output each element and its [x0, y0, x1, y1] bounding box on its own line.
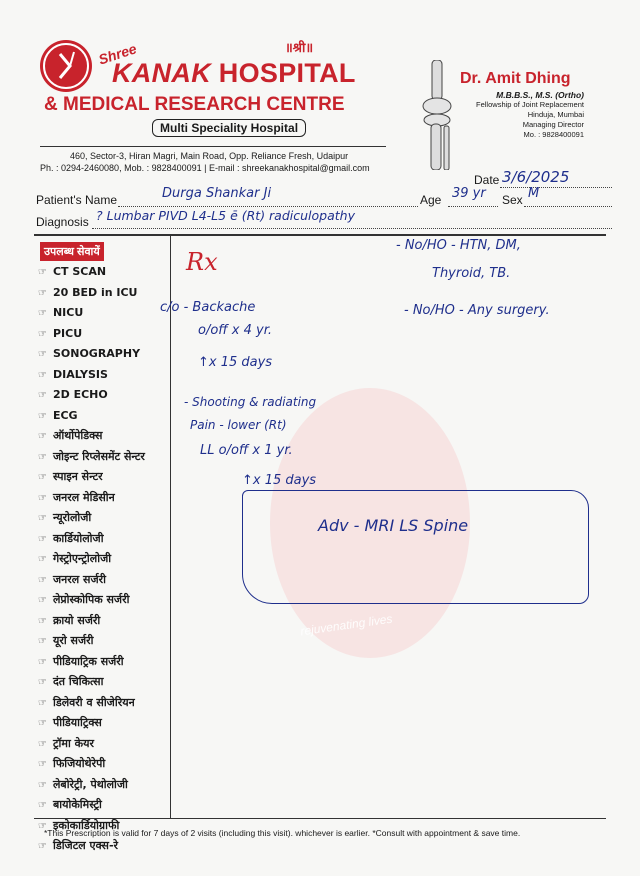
doctor-degree: M.B.B.S., M.S. (Ortho) — [496, 90, 584, 100]
hospital-name — [112, 58, 356, 89]
hospital-name-rest: HOSPITAL — [211, 58, 356, 88]
diagnosis-value: ? Lumbar PIVD L4-L5 ē (Rt) radiculopathy — [96, 208, 355, 223]
pointing-hand-icon: ☞ — [38, 615, 47, 627]
service-label: ऑर्थोपेडिक्स — [52, 429, 103, 442]
service-label: CT SCAN — [52, 265, 107, 278]
pointing-hand-icon: ☞ — [38, 533, 47, 545]
service-item — [38, 447, 178, 468]
service-label: पीडियाट्रिक सर्जरी — [52, 654, 124, 668]
service-item — [38, 734, 178, 755]
service-label: जनरल मेडिसीन — [52, 490, 115, 504]
knee-joint-icon — [420, 60, 456, 170]
service-label: लेबोरेट्री, पेथोलोजी — [52, 777, 128, 791]
complaint-line-5: Pain - lower (Rt) — [190, 418, 287, 432]
service-label: PICU — [52, 326, 83, 340]
complaint-line-4: - Shooting & radiating — [184, 395, 317, 409]
service-item — [38, 426, 178, 447]
om-symbol: ॥श्री॥ — [285, 40, 314, 55]
service-label: बायोकेमिस्ट्री — [52, 798, 102, 811]
pointing-hand-icon: ☞ — [38, 718, 47, 729]
pointing-hand-icon: ☞ — [38, 451, 47, 463]
complaint-line-2: o/off x 4 yr. — [198, 323, 273, 338]
diagnosis-label: Diagnosis — [36, 215, 89, 229]
doctor-fellowship-place: Hinduja, Mumbai — [527, 110, 584, 119]
service-label: डिजिटल एक्स-रे — [52, 839, 119, 852]
hospital-address: 460, Sector-3, Hiran Magri, Main Road, Opp. Reliance Fresh, Udaipur — [70, 151, 349, 161]
service-label: कार्डियोलोजी — [52, 531, 104, 545]
service-label: SONOGRAPHY — [52, 347, 141, 360]
watermark-text: rejuvenating lives — [299, 611, 394, 639]
speciality-badge: Multi Speciality Hospital — [152, 119, 306, 137]
service-label: NICU — [52, 306, 84, 319]
service-label: 20 BED in ICU — [52, 285, 138, 299]
pointing-hand-icon: ☞ — [38, 328, 47, 340]
service-item — [38, 590, 178, 611]
patient-name-label: Patient's Name — [36, 193, 117, 207]
advice-text: Adv - MRI LS Spine — [318, 516, 469, 535]
pointing-hand-icon: ☞ — [38, 574, 47, 586]
header-divider — [40, 146, 386, 147]
service-label: न्यूरोलोजी — [52, 511, 92, 524]
pointing-hand-icon: ☞ — [38, 431, 47, 442]
service-label: पीडियाट्रिक्स — [52, 716, 102, 729]
service-item — [38, 631, 178, 652]
shree-text: Shree — [96, 40, 139, 68]
service-item — [38, 836, 178, 857]
service-item — [38, 652, 178, 673]
service-label: DIALYSIS — [52, 367, 108, 381]
sex-label: Sex — [502, 193, 523, 207]
pointing-hand-icon: ☞ — [38, 410, 47, 422]
complaint-line-3: ↑x 15 days — [198, 355, 273, 370]
hospital-contact: Ph. : 0294-2460080, Mob. : 9828400091 | E-mail : shreekanakhospital@gmail.com — [40, 163, 370, 173]
complaint-line-6: LL o/off x 1 yr. — [200, 443, 293, 458]
date-value: 3/6/2025 — [502, 168, 570, 186]
service-item — [38, 303, 178, 324]
pointing-hand-icon: ☞ — [38, 820, 47, 832]
service-label: दंत चिकित्सा — [52, 675, 104, 688]
doctor-fellowship: Fellowship of Joint Replacement — [476, 100, 584, 109]
pointing-hand-icon: ☞ — [38, 554, 47, 565]
service-item — [38, 754, 178, 775]
pointing-hand-icon: ☞ — [38, 513, 47, 524]
service-item — [38, 467, 178, 488]
sex-line — [524, 205, 612, 207]
service-label: 2D ECHO — [52, 388, 108, 401]
age-label: Age — [420, 193, 442, 207]
complaint-line-7: ↑x 15 days — [242, 473, 317, 488]
age-line — [448, 205, 498, 207]
pointing-hand-icon: ☞ — [38, 595, 47, 606]
service-label: स्पाइन सेन्टर — [52, 470, 103, 483]
doctor-role: Managing Director — [522, 120, 584, 129]
diagnosis-line — [92, 227, 612, 229]
doctor-mobile: Mo. : 9828400091 — [523, 130, 584, 139]
pointing-hand-icon: ☞ — [38, 390, 47, 401]
service-item — [38, 611, 178, 632]
service-item — [38, 549, 178, 570]
service-label: यूरो सर्जरी — [52, 634, 94, 647]
service-item — [38, 795, 178, 816]
sex-value: M — [528, 186, 540, 201]
service-label: क्रायो सर्जरी — [52, 613, 101, 627]
service-item — [38, 693, 178, 714]
service-label: ECG — [52, 408, 78, 422]
patient-name-value: Durga Shankar Ji — [162, 186, 272, 201]
service-item — [38, 713, 178, 734]
pointing-hand-icon: ☞ — [38, 369, 47, 381]
history-line-1: - No/HO - HTN, DM, — [396, 238, 521, 253]
patient-name-line — [118, 205, 418, 207]
service-label: फिजियोथेरेपी — [52, 757, 106, 770]
pointing-hand-icon: ☞ — [38, 738, 47, 750]
service-item — [38, 324, 178, 345]
pointing-hand-icon: ☞ — [38, 492, 47, 504]
advice-box — [242, 490, 589, 604]
pointing-hand-icon: ☞ — [38, 800, 47, 811]
service-label: जनरल सर्जरी — [52, 572, 106, 586]
pointing-hand-icon: ☞ — [38, 267, 47, 278]
service-item — [38, 775, 178, 796]
service-label: लेप्रोस्कोपिक सर्जरी — [52, 593, 130, 606]
service-label: गेस्ट्रोएन्ट्रोलोजी — [52, 552, 112, 565]
service-label: ट्रॉमा केयर — [52, 736, 94, 750]
pointing-hand-icon: ☞ — [38, 779, 47, 791]
pointing-hand-icon: ☞ — [38, 759, 47, 770]
service-item — [38, 283, 178, 304]
services-list — [38, 262, 178, 857]
complaint-line-1: c/o - Backache — [160, 300, 256, 315]
pointing-hand-icon: ☞ — [38, 656, 47, 668]
hospital-logo — [40, 40, 92, 92]
pointing-hand-icon: ☞ — [38, 677, 47, 688]
logo-mark-icon — [40, 40, 92, 92]
service-label: इकोकार्डियोग्राफी — [52, 818, 120, 832]
rx-symbol: Rx — [186, 248, 218, 276]
service-item — [38, 488, 178, 509]
service-item — [38, 570, 178, 591]
service-item — [38, 508, 178, 529]
services-title: उपलब्ध सेवायें — [40, 242, 104, 261]
pointing-hand-icon: ☞ — [38, 841, 47, 852]
hospital-subtitle: & MEDICAL RESEARCH CENTRE — [44, 94, 345, 115]
footer-divider — [34, 818, 606, 819]
service-item — [38, 406, 178, 427]
service-item — [38, 672, 178, 693]
pointing-hand-icon: ☞ — [38, 636, 47, 647]
date-label: Date — [474, 173, 500, 187]
history-line-2: Thyroid, TB. — [432, 266, 511, 281]
age-value: 39 yr — [452, 186, 486, 201]
pointing-hand-icon: ☞ — [38, 472, 47, 483]
service-item — [38, 365, 178, 386]
doctor-name: Dr. Amit Dhing — [460, 70, 571, 87]
pointing-hand-icon: ☞ — [38, 349, 47, 360]
service-label: डिलेवरी व सीजेरियन — [52, 695, 135, 709]
service-item — [38, 344, 178, 365]
history-line-3: - No/HO - Any surgery. — [404, 303, 550, 318]
service-label: जोइन्ट रिप्लेसमेंट सेन्टर — [52, 449, 145, 463]
doctor-details — [468, 90, 584, 140]
date-line — [500, 186, 612, 188]
service-item — [38, 262, 178, 283]
pointing-hand-icon: ☞ — [38, 287, 47, 299]
pointing-hand-icon: ☞ — [38, 308, 47, 319]
service-item — [38, 529, 178, 550]
service-item — [38, 385, 178, 406]
hospital-name-kanak: KANAK — [112, 58, 211, 88]
pointing-hand-icon: ☞ — [38, 697, 47, 709]
validity-disclaimer: *This Prescription is valid for 7 days of 2 visits (including this visit). whichever is earlier. *Consult with appointment & save time. — [44, 828, 521, 838]
